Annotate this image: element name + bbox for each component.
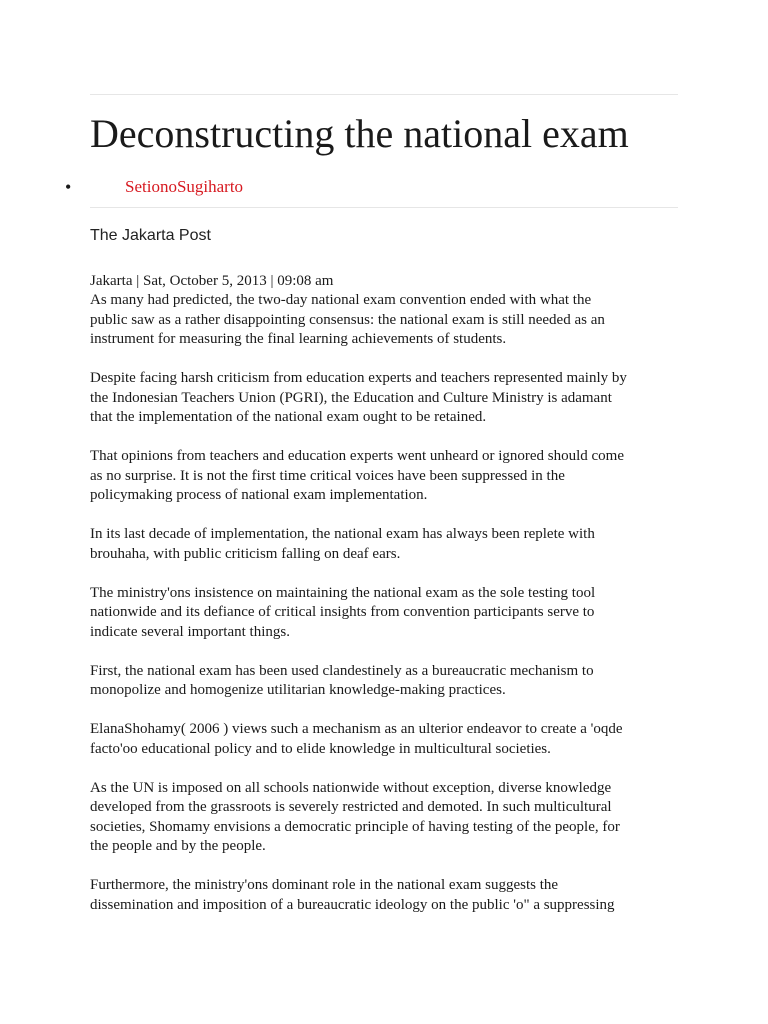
paragraph-line: the people and by the people.: [90, 838, 266, 854]
paragraph-line: As the UN is imposed on all schools nationwide without exception, diverse knowledge: [90, 779, 612, 796]
paragraph-line: instrument for measuring the final learning achievements of students.: [90, 331, 507, 347]
paragraph-line: dissemination and imposition of a bureaucratic ideology on the public 'o" a suppressing: [90, 896, 615, 913]
paragraph-line: As many had predicted, the two-day national exam convention ended with what the: [90, 292, 592, 308]
paragraph-line: monopolize and homogenize utilitarian knowledge-making practices.: [90, 682, 506, 698]
paragraph-line: public saw as a rather disappointing consensus: the national exam is still needed as an: [90, 311, 605, 328]
paragraph-line: facto'oo educational policy and to elide knowledge in multicultural societies.: [90, 740, 551, 757]
article-paragraph: [90, 720, 678, 759]
paragraph-line: societies, Shomamy envisions a democratic principle of having testing of the people, for: [90, 818, 620, 835]
article-paragraph: [90, 779, 678, 857]
paragraph-line: that the implementation of the national exam ought to be retained.: [90, 409, 487, 425]
article-paragraph: [90, 291, 678, 350]
paragraph-line: In its last decade of implementation, the national exam has always been replete with: [90, 526, 595, 542]
paragraph-line: That opinions from teachers and education experts went unheard or ignored should come: [90, 448, 625, 464]
paragraph-line: developed from the grassroots is severely restricted and demoted. In such multicultural: [90, 799, 612, 815]
paragraph-line: policymaking process of national exam implementation.: [90, 487, 428, 503]
dateline: Jakarta | Sat, October 5, 2013 | 09:08 am: [90, 273, 334, 289]
paragraph-line: brouhaha, with public criticism falling on deaf ears.: [90, 545, 401, 562]
publication-name: The Jakarta Post: [90, 227, 211, 244]
author-divider: [90, 207, 678, 208]
author-link[interactable]: SetionoSugiharto: [125, 177, 244, 196]
author-row: [65, 175, 365, 199]
article-title: Deconstructing the national exam: [90, 111, 629, 156]
paragraph-line: indicate several important things.: [90, 623, 290, 640]
paragraph-line: Despite facing harsh criticism from education experts and teachers represented mainly by: [90, 370, 627, 386]
article-paragraph: [90, 662, 678, 701]
paragraph-line: as no surprise. It is not the first time critical voices have been suppressed in the: [90, 467, 565, 484]
article-paragraph: [90, 525, 678, 564]
article-paragraph: [90, 584, 678, 643]
paragraph-line: the Indonesian Teachers Union (PGRI), the Education and Culture Ministry is adamant: [90, 389, 612, 406]
paragraph-line: Furthermore, the ministry'ons dominant role in the national exam suggests the: [90, 877, 559, 893]
paragraph-line: The ministry'ons insistence on maintaining the national exam as the sole testing tool: [90, 584, 596, 601]
article-body: [90, 291, 678, 935]
bullet-icon: •: [65, 177, 72, 197]
article-paragraph: [90, 447, 678, 506]
paragraph-line: nationwide and its defiance of critical insights from convention participants serve to: [90, 604, 595, 620]
paragraph-line: ElanaShohamy( 2006 ) views such a mechanism as an ulterior endeavor to create a 'oqde: [90, 721, 623, 737]
article-paragraph: [90, 876, 678, 915]
article-paragraph: [90, 369, 678, 428]
top-divider: [90, 94, 678, 95]
paragraph-line: First, the national exam has been used clandestinely as a bureaucratic mechanism to: [90, 662, 594, 679]
